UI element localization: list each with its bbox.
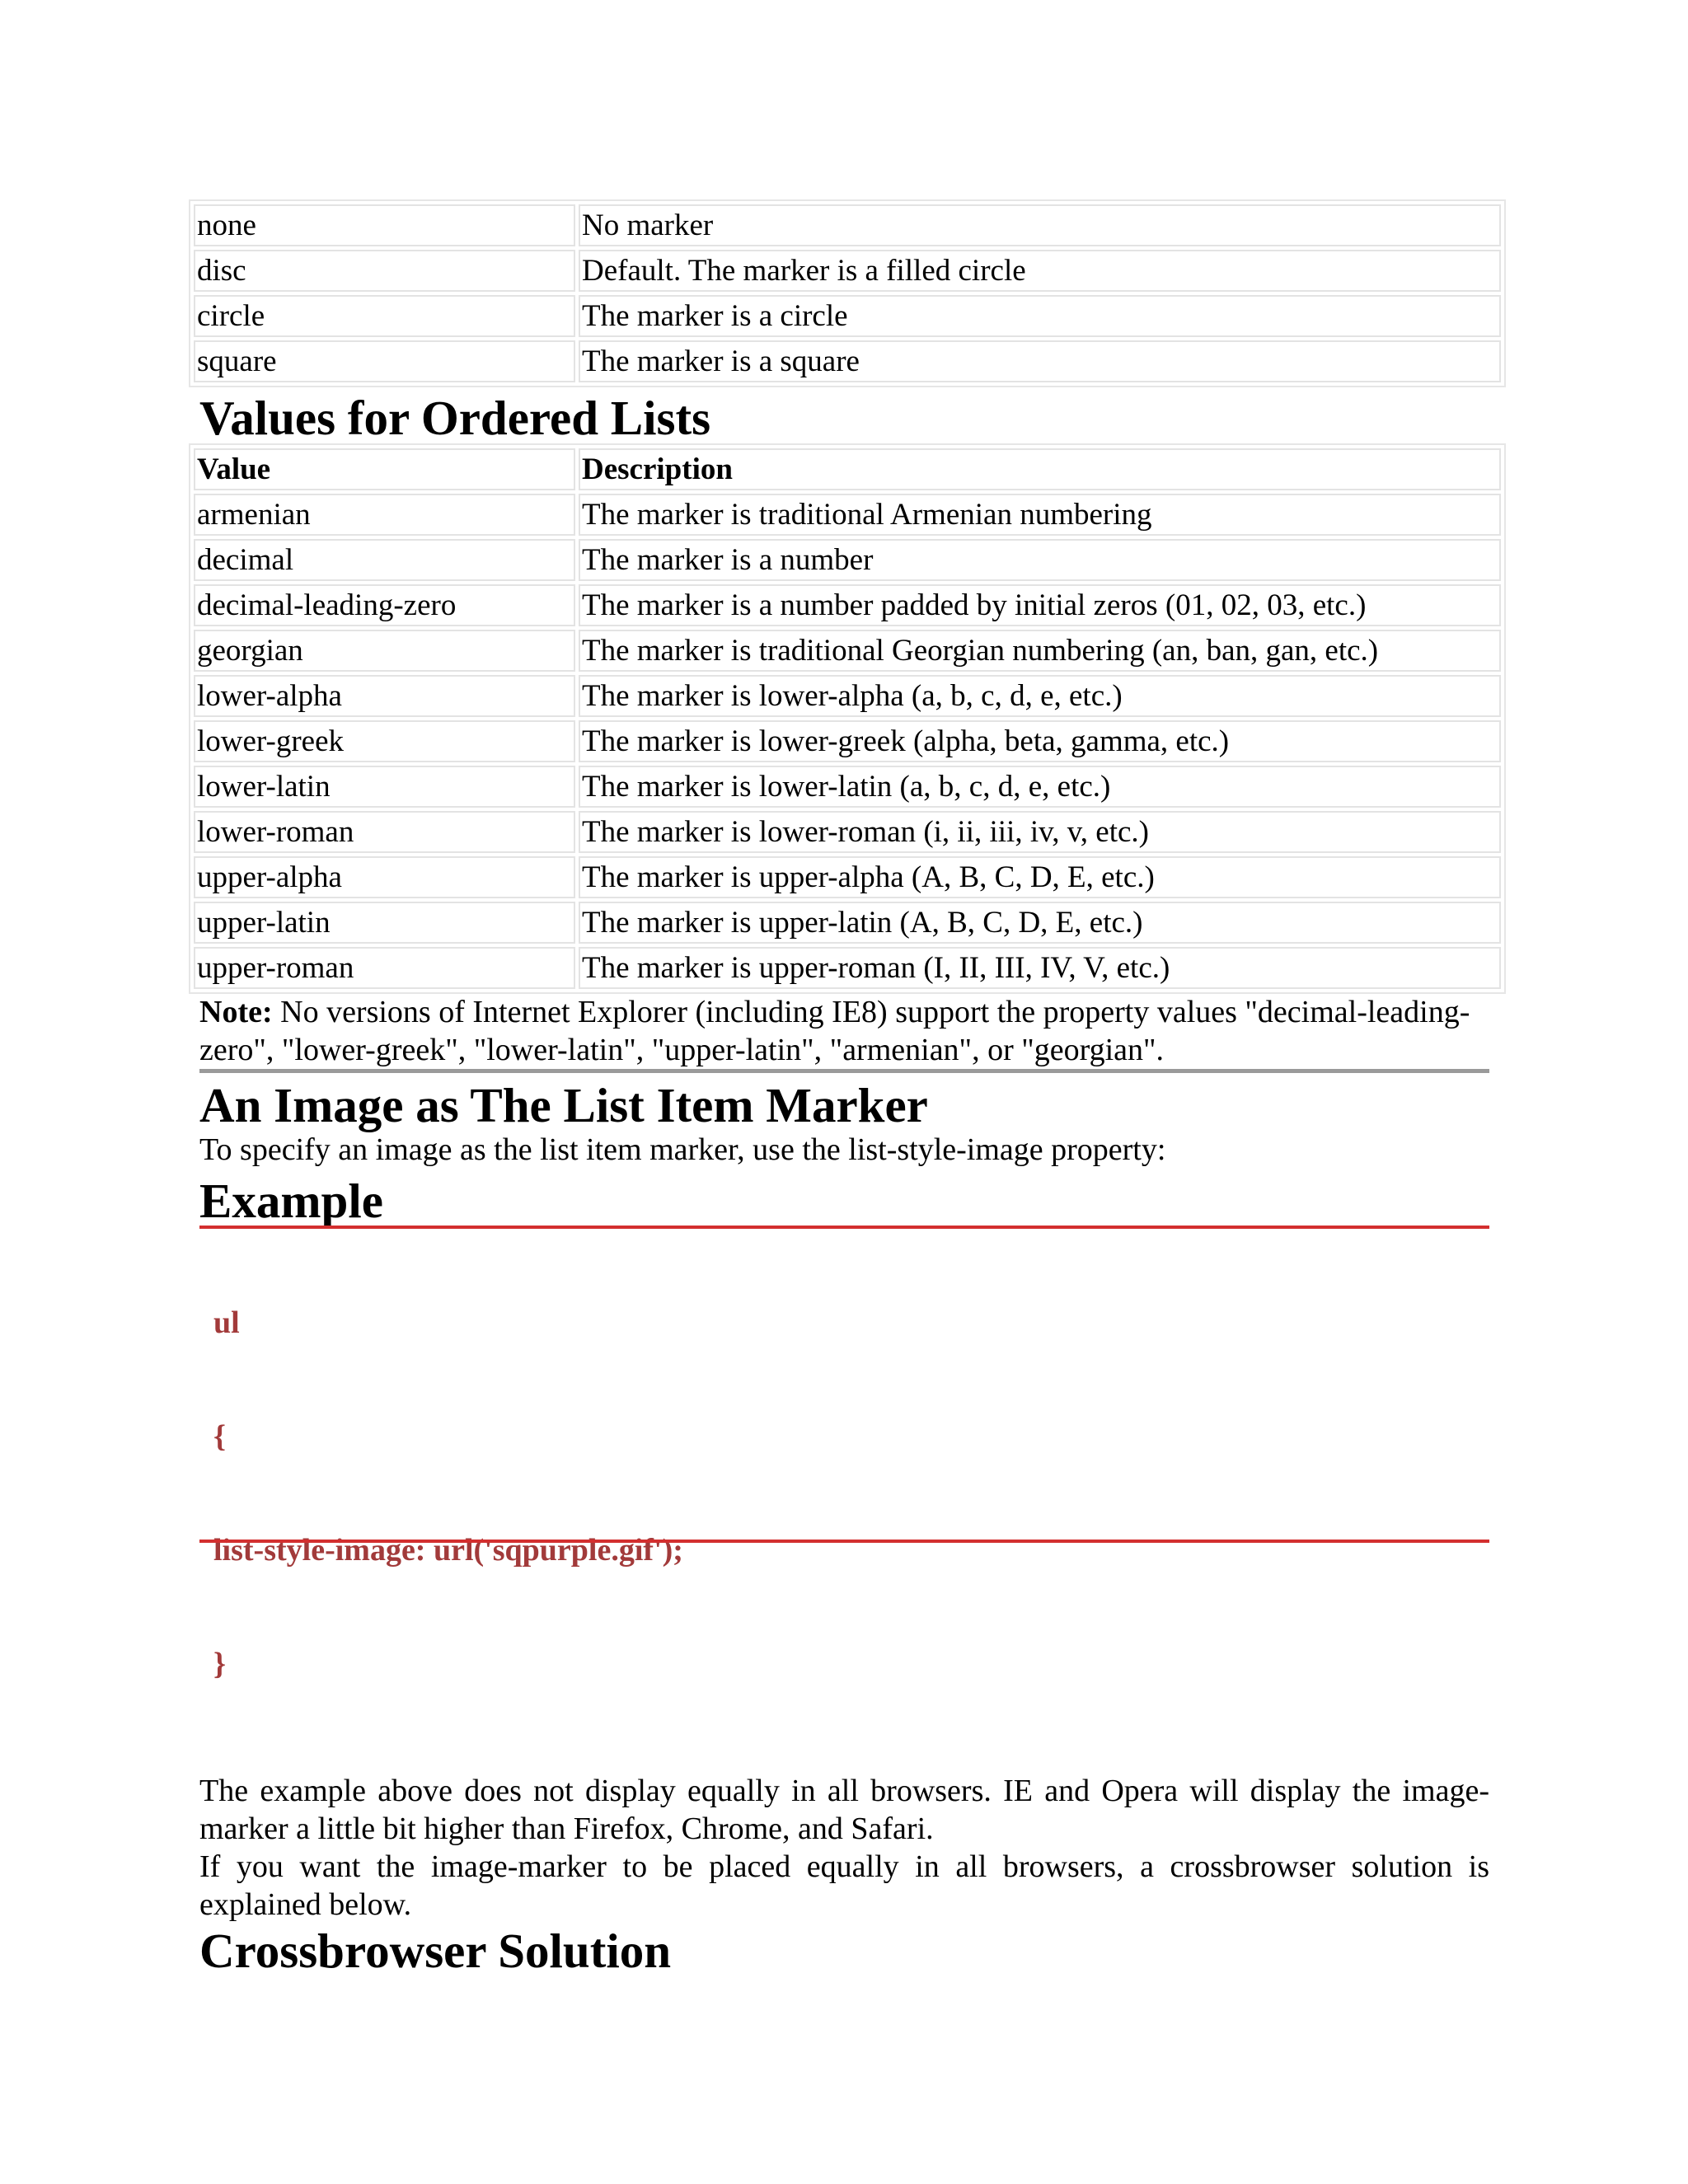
value-cell: upper-latin [194, 902, 575, 944]
unordered-table-body [194, 204, 1501, 382]
table-header-row [194, 448, 1501, 490]
unordered-values-table [189, 199, 1506, 387]
table-row [194, 295, 1501, 337]
description-cell: The marker is traditional Armenian numbering [579, 494, 1501, 536]
table-row [194, 250, 1501, 292]
table-row [194, 204, 1501, 246]
crossbrowser-heading: Crossbrowser Solution [199, 1924, 672, 1978]
table-row [194, 584, 1501, 626]
value-cell: upper-alpha [194, 856, 575, 898]
browser-support-note [199, 993, 1489, 1069]
description-cell: The marker is traditional Georgian numbering (an, ban, gan, etc.) [579, 630, 1501, 672]
table-row [194, 494, 1501, 536]
value-cell: upper-roman [194, 947, 575, 989]
table-row [194, 539, 1501, 581]
ordered-values-table [189, 443, 1506, 994]
table-row [194, 947, 1501, 989]
section-divider [199, 1069, 1489, 1073]
description-column-header: Description [579, 448, 1501, 490]
table-row [194, 856, 1501, 898]
table-row [194, 720, 1501, 762]
description-cell: The marker is a square [579, 340, 1501, 382]
value-cell: lower-greek [194, 720, 575, 762]
table-row [194, 340, 1501, 382]
ordered-table-body [194, 448, 1501, 989]
value-cell: none [194, 204, 575, 246]
value-cell: armenian [194, 494, 575, 536]
code-line: list-style-image: url('sqpurple.gif'); [213, 1533, 683, 1568]
browser-display-paragraph: The example above does not display equally in all browsers. IE and Opera will display the image-marker a little bit higher than Firefox, Chrome, and Safari. [199, 1774, 1489, 1846]
code-line: ul [213, 1305, 240, 1340]
description-cell: The marker is lower-greek (alpha, beta, gamma, etc.) [579, 720, 1501, 762]
table-row [194, 811, 1501, 853]
image-marker-heading: An Image as The List Item Marker [199, 1078, 928, 1132]
value-cell: lower-latin [194, 766, 575, 808]
description-cell: The marker is lower-roman (i, ii, iii, iv, v, etc.) [579, 811, 1501, 853]
example-heading: Example [199, 1174, 383, 1228]
crossbrowser-intro-paragraph: If you want the image-marker to be placed equally in all browsers, a crossbrowser solution is explained below. [199, 1849, 1489, 1922]
note-label: Note: [199, 995, 273, 1029]
ordered-lists-heading: Values for Ordered Lists [199, 391, 711, 445]
value-cell: circle [194, 295, 575, 337]
value-cell: georgian [194, 630, 575, 672]
code-line: { [213, 1419, 226, 1454]
example-code-block [213, 1228, 683, 1759]
description-cell: The marker is a number [579, 539, 1501, 581]
table-row [194, 766, 1501, 808]
description-cell: The marker is upper-latin (A, B, C, D, E, etc.) [579, 902, 1501, 944]
value-cell: disc [194, 250, 575, 292]
description-cell: The marker is a circle [579, 295, 1501, 337]
description-cell: The marker is lower-latin (a, b, c, d, e, etc.) [579, 766, 1501, 808]
value-cell: square [194, 340, 575, 382]
table-row [194, 902, 1501, 944]
table-row [194, 675, 1501, 717]
description-cell: The marker is upper-alpha (A, B, C, D, E, etc.) [579, 856, 1501, 898]
description-cell: The marker is a number padded by initial zeros (01, 02, 03, etc.) [579, 584, 1501, 626]
description-cell: The marker is upper-roman (I, II, III, IV, V, etc.) [579, 947, 1501, 989]
description-cell: Default. The marker is a filled circle [579, 250, 1501, 292]
description-cell: The marker is lower-alpha (a, b, c, d, e, etc.) [579, 675, 1501, 717]
value-cell: decimal-leading-zero [194, 584, 575, 626]
table-row [194, 630, 1501, 672]
note-text: No versions of Internet Explorer (including IE8) support the property values "decimal-leading-zero", "lower-greek", "lower-latin", "upper-latin", "armenian", or "georgian". [199, 995, 1470, 1067]
value-column-header: Value [194, 448, 575, 490]
example-bottom-rule [199, 1540, 1489, 1543]
description-cell: No marker [579, 204, 1501, 246]
value-cell: decimal [194, 539, 575, 581]
image-marker-intro: To specify an image as the list item marker, use the list-style-image property: [199, 1132, 1166, 1167]
value-cell: lower-roman [194, 811, 575, 853]
code-line: } [213, 1647, 226, 1681]
value-cell: lower-alpha [194, 675, 575, 717]
